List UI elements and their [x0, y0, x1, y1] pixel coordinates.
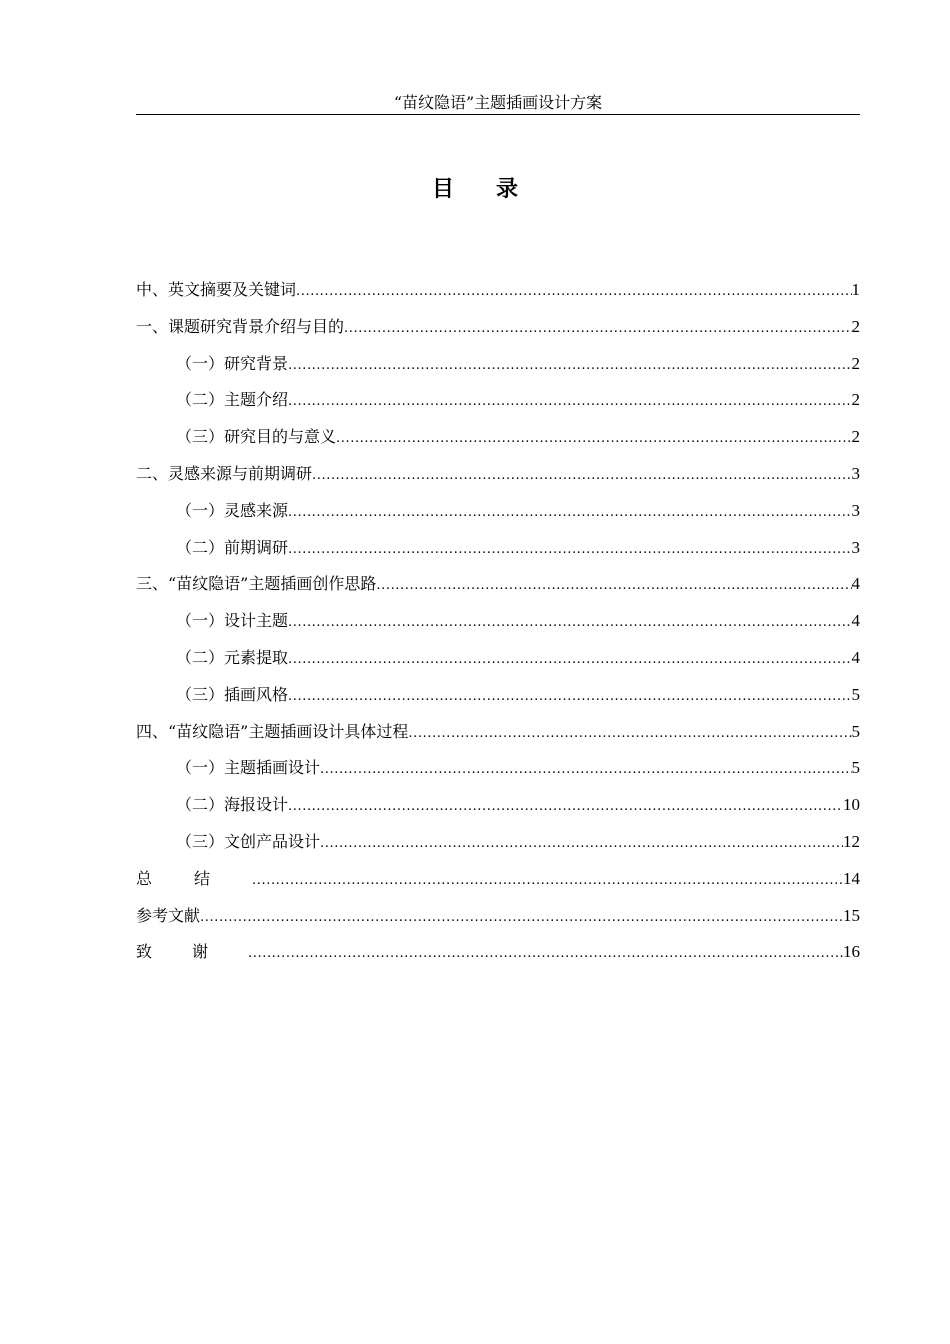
toc-page-number: 3 — [851, 463, 860, 483]
toc-page-number: 2 — [851, 427, 860, 447]
toc-entry-references[interactable] — [136, 903, 860, 940]
toc-page-number: 10 — [843, 795, 860, 815]
toc-dot-leader — [296, 277, 851, 305]
toc-dot-leader — [320, 755, 851, 783]
toc-entry-label: 参考文献 — [136, 905, 201, 925]
toc-entry-label: （二）主题介绍 — [176, 390, 289, 410]
toc-entry-label: （一）灵感来源 — [176, 500, 289, 520]
toc-page-number: 2 — [851, 316, 860, 336]
toc-entry-section-4-2[interactable] — [136, 792, 860, 829]
toc-page-number: 2 — [851, 390, 860, 410]
toc-page-number: 4 — [851, 611, 860, 631]
toc-page-number: 4 — [851, 647, 860, 667]
toc-entry-label: （一）研究背景 — [176, 353, 289, 373]
toc-entry-label: 二、灵感来源与前期调研 — [136, 463, 313, 483]
toc-entry-abstract[interactable] — [136, 277, 860, 314]
toc-page-number: 16 — [843, 942, 860, 962]
toc-page-number: 5 — [851, 721, 860, 741]
toc-dot-leader — [200, 903, 843, 931]
toc-dot-leader — [336, 424, 851, 452]
toc-page-number: 2 — [851, 353, 860, 373]
toc-dot-leader — [288, 645, 851, 673]
toc-entry-section-1-2[interactable] — [136, 387, 860, 424]
toc-entry-section-1-1[interactable] — [136, 351, 860, 388]
toc-page-number: 4 — [851, 574, 860, 594]
toc-entry-label: （三）插画风格 — [176, 684, 289, 704]
toc-entry-section-2-1[interactable] — [136, 498, 860, 535]
toc-entry-label: 一、课题研究背景介绍与目的 — [136, 316, 345, 336]
toc-dot-leader — [288, 535, 851, 563]
toc-entry-section-2-2[interactable] — [136, 535, 860, 572]
toc-dot-leader — [288, 792, 843, 820]
toc-entry-section-3-2[interactable] — [136, 645, 860, 682]
toc-dot-leader — [288, 608, 851, 636]
toc-entry-chapter-4[interactable] — [136, 719, 860, 756]
toc-entry-chapter-2[interactable] — [136, 461, 860, 498]
toc-entry-acknowledgements[interactable] — [136, 939, 860, 976]
header-rule — [136, 114, 860, 115]
toc-dot-leader — [376, 571, 851, 599]
toc-entry-section-1-3[interactable] — [136, 424, 860, 461]
running-header: “苗纹隐语”主题插画设计方案 — [393, 93, 603, 112]
toc-entry-chapter-1[interactable] — [136, 314, 860, 351]
toc-entry-chapter-3[interactable] — [136, 571, 860, 608]
toc-entry-summary[interactable] — [136, 866, 860, 903]
toc-page-number: 12 — [843, 831, 860, 851]
toc-entry-label: （一）设计主题 — [176, 611, 289, 631]
toc-dot-leader — [252, 866, 843, 894]
toc-page-number: 5 — [851, 758, 860, 778]
toc-entry-label: 总结 — [136, 868, 253, 888]
toc-entry-section-4-3[interactable] — [136, 829, 860, 866]
toc-page-number: 5 — [851, 684, 860, 704]
toc-dot-leader — [288, 498, 851, 526]
toc-page-number: 14 — [843, 868, 860, 888]
toc-entry-label: （二）元素提取 — [176, 647, 289, 667]
toc-dot-leader — [320, 829, 843, 857]
toc-page-number: 3 — [851, 500, 860, 520]
toc-dot-leader — [312, 461, 851, 489]
toc-entry-label: 四、“苗纹隐语”主题插画设计具体过程 — [136, 721, 409, 741]
toc-list — [136, 277, 860, 976]
toc-entry-label: 致谢 — [136, 942, 249, 962]
toc-entry-section-4-1[interactable] — [136, 755, 860, 792]
toc-dot-leader — [288, 351, 851, 379]
toc-page-number: 1 — [851, 280, 860, 299]
toc-entry-label: 中、英文摘要及关键词 — [136, 280, 297, 299]
toc-dot-leader — [248, 939, 843, 967]
toc-dot-leader — [344, 314, 851, 342]
toc-dot-leader — [408, 719, 851, 747]
toc-entry-section-3-1[interactable] — [136, 608, 860, 645]
toc-entry-label: （二）前期调研 — [176, 537, 289, 557]
toc-entry-label: （三）研究目的与意义 — [176, 427, 337, 447]
toc-dot-leader — [288, 387, 851, 415]
toc-dot-leader — [288, 682, 851, 710]
toc-page-number: 15 — [843, 905, 860, 925]
toc-entry-label: （二）海报设计 — [176, 795, 289, 815]
toc-entry-label: 三、“苗纹隐语”主题插画创作思路 — [136, 574, 377, 594]
toc-entry-label: （一）主题插画设计 — [176, 758, 321, 778]
toc-page-number: 3 — [851, 537, 860, 557]
toc-entry-label: （三）文创产品设计 — [176, 831, 321, 851]
toc-title: 目录 — [431, 176, 560, 202]
toc-entry-section-3-3[interactable] — [136, 682, 860, 719]
